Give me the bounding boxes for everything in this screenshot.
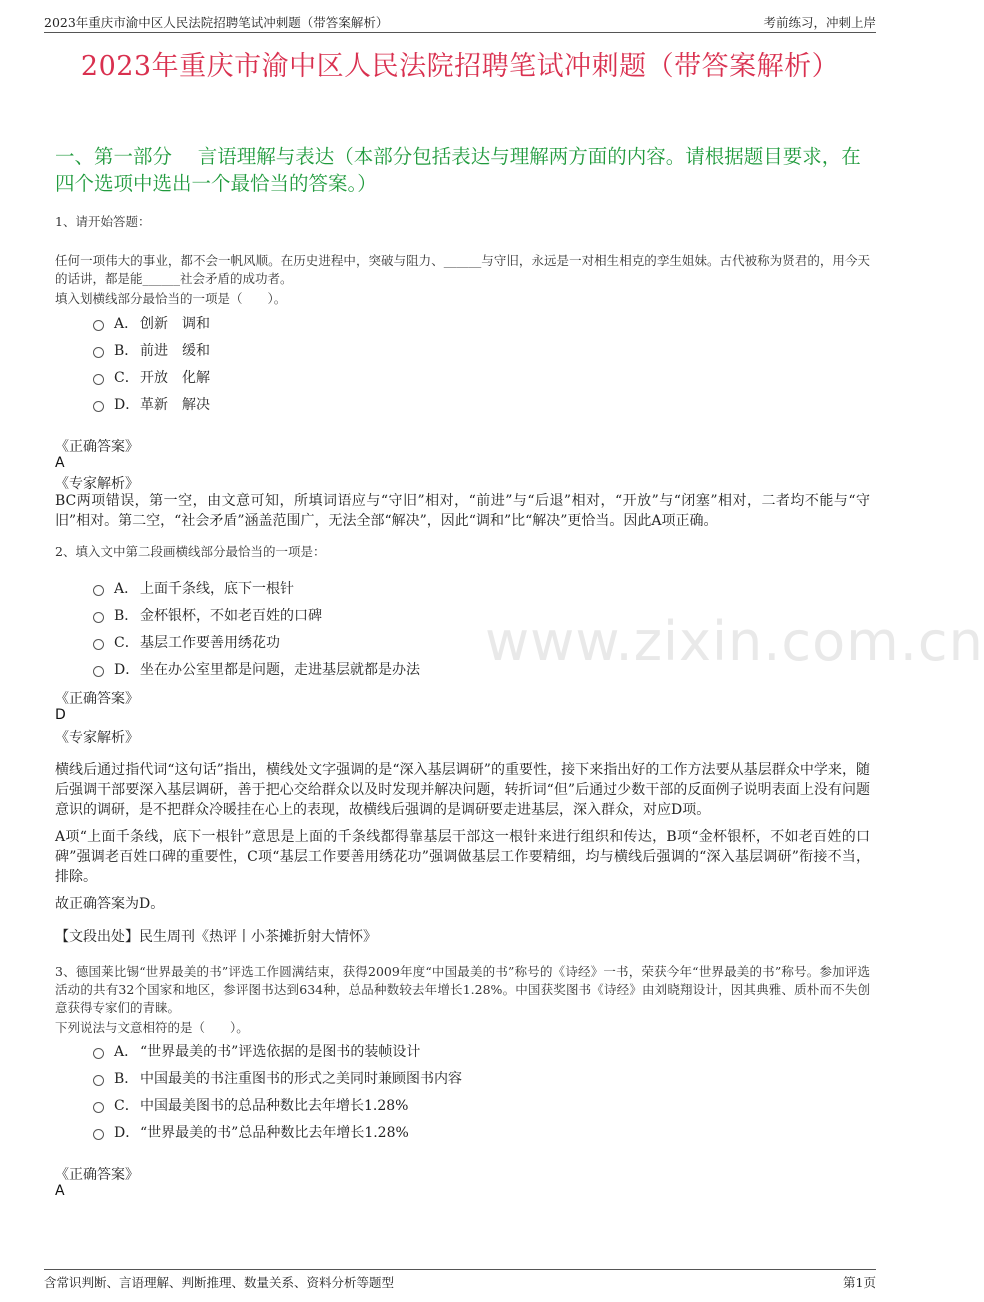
q2-answer: D [55,707,66,723]
q1-analysis-label: 《专家解析》 [55,476,139,492]
footer-topics: 含常识判断、言语理解、判断推理、数量关系、资料分析等题型 [44,1275,395,1290]
q3-answer: A [55,1183,65,1199]
watermark: www.zixin.com.cn [485,610,984,673]
q1-option-d[interactable] [93,394,210,414]
option-letter: B． [114,608,139,624]
option-text: 坐在办公室里都是问题，走进基层就都是办法 [140,662,420,678]
q1-option-b[interactable] [93,340,210,360]
radio-icon[interactable] [93,1075,104,1086]
option-text: 基层工作要善用绣花功 [140,635,280,651]
footer-divider [44,1269,876,1270]
radio-icon[interactable] [93,666,104,677]
q2-analysis-paragraph: 横线后通过指代词“这句话”指出，横线处文字强调的是“深入基层调研”的重要性，接下来指出好的工作方法要从基层群众中学来，随后强调干部要深入基层调研，善于把心交给群众以及时发现并解决问题，转折词“但”后通过少数干部的反面例子说明表面上没有问题意识的调研，是不把群众冷暖挂在心上的表现，故横线后强调的是调研要走进基层，深入群众，对应D项。 [55,762,870,818]
option-text: 革新 解决 [140,397,210,413]
q1-analysis: BC两项错误，第一空，由文意可知，所填词语应与“守旧”相对，“前进”与“后退”相对，“开放”与“闭塞”相对，二者均不能与“守旧”相对。第二空，“社会矛盾”涵盖范围广，无法全部“解决”，因此“调和”比“解决”更恰当。因此A项正确。 [55,493,870,529]
header-doc-title: 2023年重庆市渝中区人民法院招聘笔试冲刺题（带答案解析） [44,15,389,30]
q2-answer-label: 《正确答案》 [55,691,139,707]
q3-prompt: 下列说法与文意相符的是（ ）。 [55,1020,249,1035]
q1-prompt: 填入划横线部分最恰当的一项是（ ）。 [55,291,287,306]
q2-source: 【文段出处】民生周刊《热评丨小茶摊折射大情怀》 [55,929,377,945]
option-letter: A． [114,1044,139,1060]
option-text: “世界最美的书”评选依据的是图书的装帧设计 [140,1044,421,1060]
q2-option-a[interactable] [93,578,294,598]
option-letter: D． [114,397,140,413]
page-number: 第1页 [843,1275,876,1290]
radio-icon[interactable] [93,612,104,623]
q1-answer: A [55,455,65,471]
option-text: 开放 化解 [140,370,210,386]
option-letter: A． [114,581,139,597]
q2-prompt: 2、填入文中第二段画横线部分最恰当的一项是： [55,544,326,559]
option-text: 中国最美的书注重图书的形式之美同时兼顾图书内容 [140,1071,462,1087]
q2-option-b[interactable] [93,605,322,625]
radio-icon[interactable] [93,639,104,650]
option-text: 上面千条线，底下一根针 [140,581,294,597]
q1-option-c[interactable] [93,367,210,387]
option-letter: B． [114,343,139,359]
radio-icon[interactable] [93,374,104,385]
radio-icon[interactable] [93,1102,104,1113]
radio-icon[interactable] [93,585,104,596]
radio-icon[interactable] [93,320,104,331]
option-letter: A． [114,316,139,332]
option-text: 中国最美图书的总品种数比去年增长1.28% [140,1098,409,1114]
section-heading: 一、第一部分 言语理解与表达（本部分包括表达与理解两方面的内容。请根据题目要求，在四个选项中选出一个最恰当的答案。） [55,145,861,195]
option-letter: B． [114,1071,139,1087]
radio-icon[interactable] [93,1048,104,1059]
radio-icon[interactable] [93,401,104,412]
q2-analysis-paragraph: A项“上面千条线，底下一根针”意思是上面的千条线都得靠基层干部这一根针来进行组织和传达，B项“金杯银杯，不如老百姓的口碑”强调老百姓口碑的重要性，C项“基层工作要善用绣花功”强调做基层工作要精细，均与横线后强调的“深入基层调研”衔接不当，排除。 [55,829,870,885]
q1-intro: 1、请开始答题： [55,214,151,229]
q3-option-b[interactable] [93,1068,462,1088]
radio-icon[interactable] [93,347,104,358]
option-letter: C． [114,635,139,651]
page-title: 2023年重庆市渝中区人民法院招聘笔试冲刺题（带答案解析） [80,51,840,82]
q2-analysis-label: 《专家解析》 [55,730,139,746]
q3-option-d[interactable] [93,1122,409,1142]
option-text: 金杯银杯，不如老百姓的口碑 [140,608,322,624]
option-letter: C． [114,1098,139,1114]
header-divider [44,32,876,33]
option-letter: D． [114,662,140,678]
q3-option-c[interactable] [93,1095,408,1115]
q1-answer-label: 《正确答案》 [55,439,139,455]
q3-answer-label: 《正确答案》 [55,1167,139,1183]
option-text: 创新 调和 [140,316,210,332]
option-letter: D． [114,1125,140,1141]
option-text: “世界最美的书”总品种数比去年增长1.28% [140,1125,409,1141]
q2-option-c[interactable] [93,632,280,652]
option-letter: C． [114,370,139,386]
q2-conclusion: 故正确答案为D。 [55,896,165,912]
header-slogan: 考前练习，冲刺上岸 [763,15,876,30]
q3-option-a[interactable] [93,1041,420,1061]
option-text: 前进 缓和 [140,343,210,359]
q3-passage: 3、德国莱比锡“世界最美的书”评选工作圆满结束，获得2009年度“中国最美的书”称号的《诗经》一书，荣获今年“世界最美的书”称号。参加评选活动的共有32个国家和地区，参评图书达到634种，总品种数较去年增长1.28%。中国获奖图书《诗经》由刘晓翔设计，因其典雅、质朴而不失创意获得专家们的青睐。 [55,964,870,1015]
q2-option-d[interactable] [93,659,420,679]
q1-passage: 任何一项伟大的事业，都不会一帆风顺。在历史进程中，突破与阻力、______与守旧，永远是一对相生相克的孪生姐妹。古代被称为贤君的，用今天的话讲，都是能______社会矛盾的成功者。 [55,253,870,286]
radio-icon[interactable] [93,1129,104,1140]
q1-option-a[interactable] [93,313,210,333]
